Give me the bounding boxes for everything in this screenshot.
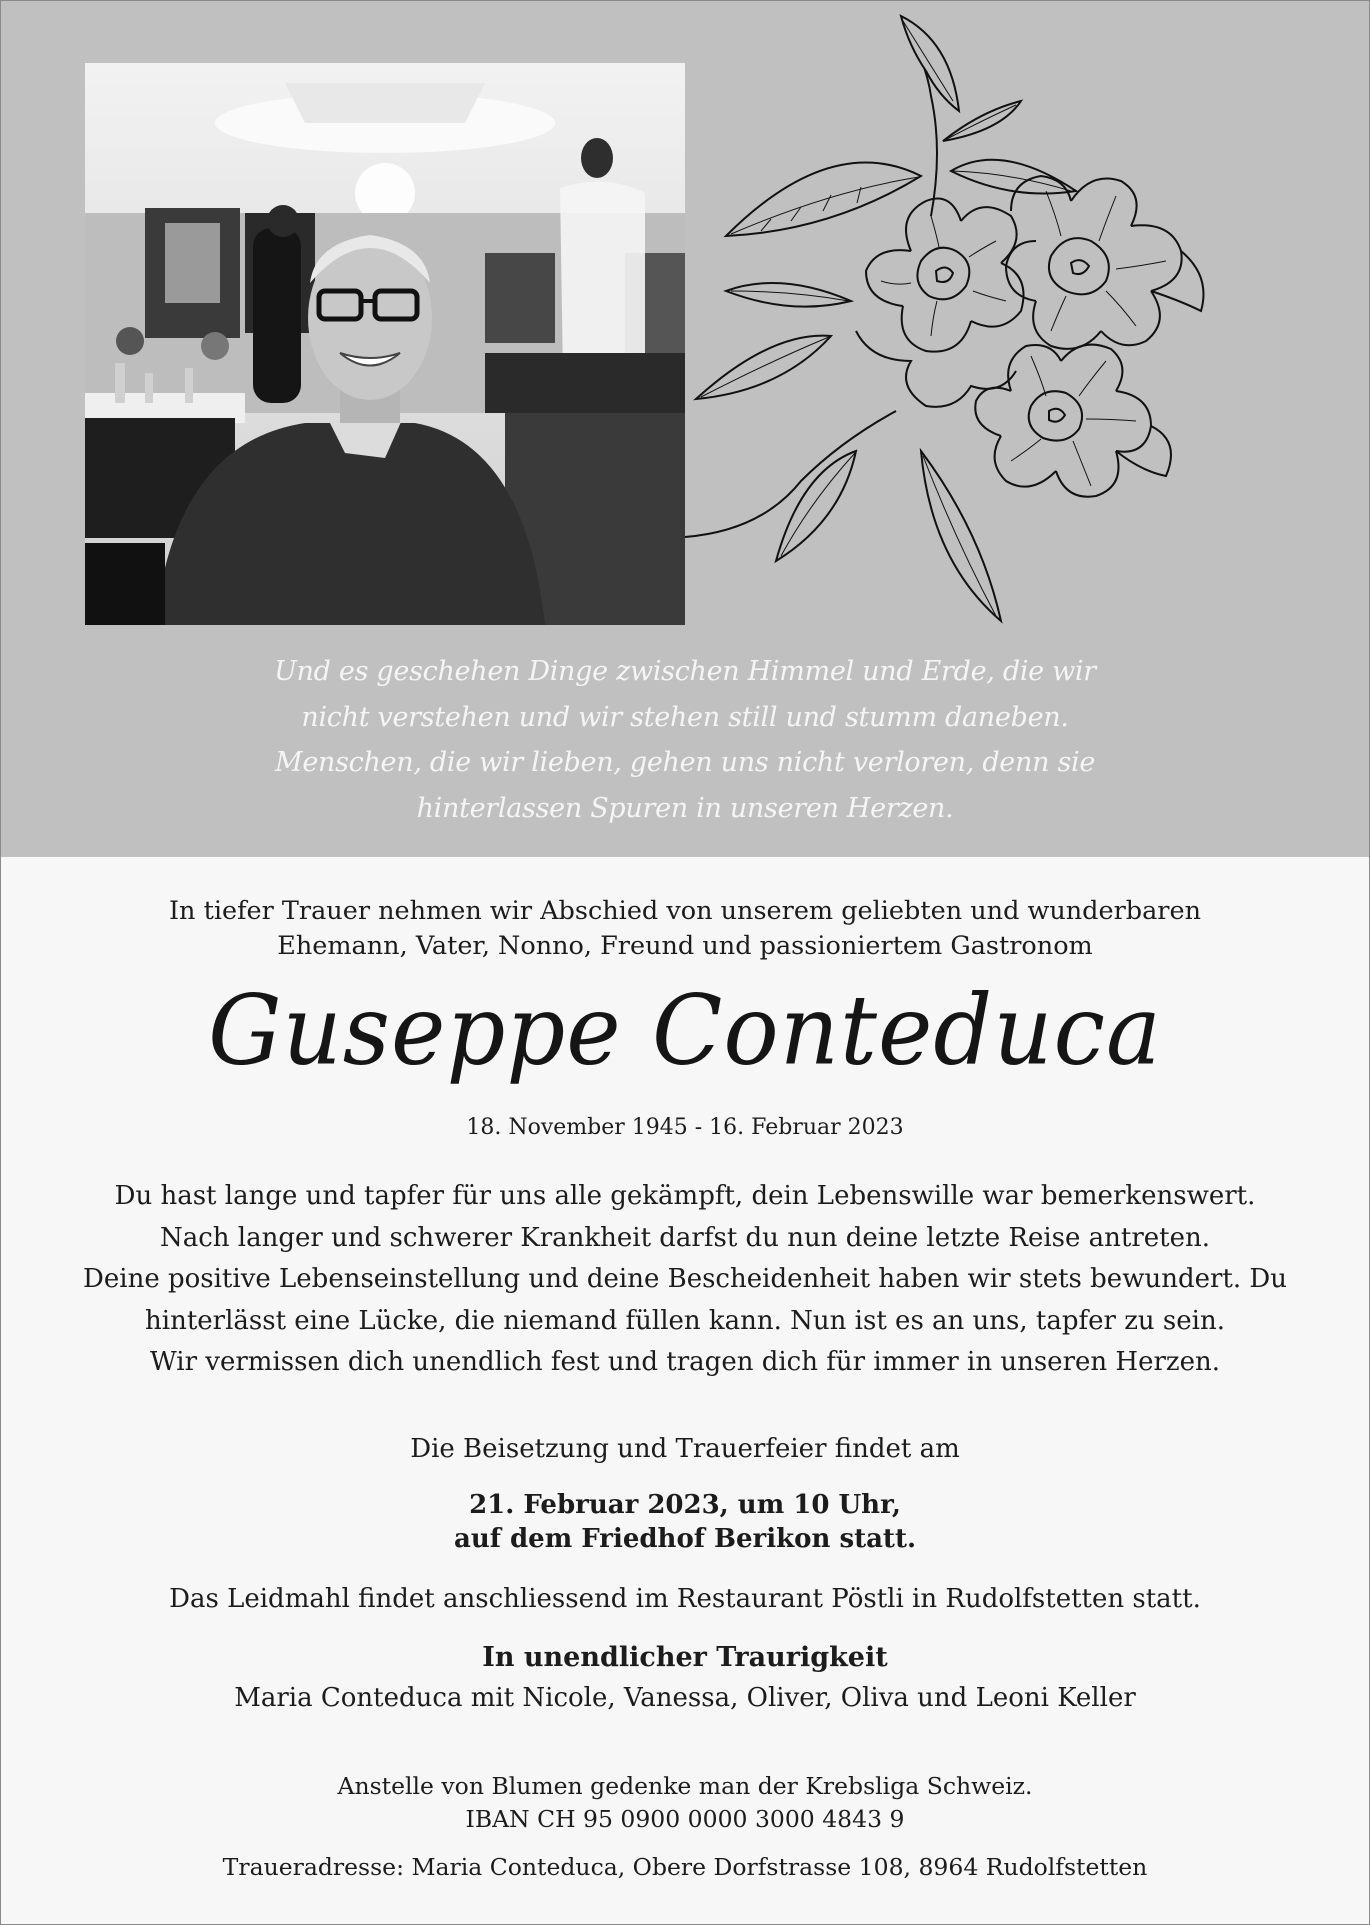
tribute-line: Du hast lange und tapfer für uns alle gekämpft, dein Lebenswille war bemerkenswert. bbox=[114, 1181, 1256, 1211]
tribute-text bbox=[1, 1176, 1369, 1384]
iban-line: IBAN CH 95 0900 0000 3000 4843 9 bbox=[465, 1805, 905, 1833]
donation-line: Anstelle von Blumen gedenke man der Krebsliga Schweiz. bbox=[337, 1772, 1033, 1800]
deceased-name: Guseppe Conteduca bbox=[208, 974, 1162, 1087]
intro-line: Ehemann, Vater, Nonno, Freund und passioniertem Gastronom bbox=[277, 931, 1093, 961]
ceremony-place: auf dem Friedhof Berikon statt. bbox=[453, 1524, 917, 1554]
quote-line: Und es geschehen Dinge zwischen Himmel und Erde, die wir bbox=[274, 656, 1096, 687]
tribute-line: Nach langer und schwerer Krankheit darfst du nun deine letzte Reise antreten. bbox=[159, 1222, 1211, 1253]
quote-text bbox=[201, 649, 1169, 831]
tribute-line: Wir vermissen dich unendlich fest und tragen dich für immer in unseren Herzen. bbox=[150, 1347, 1220, 1377]
ceremony-date-place bbox=[1, 1488, 1369, 1556]
intro-text bbox=[1, 894, 1369, 964]
signature-title: In unendlicher Traurigkeit bbox=[482, 1642, 888, 1673]
flower-illustration bbox=[681, 1, 1241, 631]
header-band bbox=[1, 1, 1369, 857]
tribute-line: Deine positive Lebenseinstellung und deine Bescheidenheit haben wir stets bewundert. Du bbox=[83, 1264, 1287, 1294]
life-dates: 18. November 1945 - 16. Februar 2023 bbox=[466, 1115, 904, 1140]
ceremony-date: 21. Februar 2023, um 10 Uhr, bbox=[469, 1490, 901, 1520]
quote-line: hinterlassen Spuren in unseren Herzen. bbox=[416, 792, 954, 824]
signature-names: Maria Conteduca mit Nicole, Vanessa, Oliver, Oliva und Leoni Keller bbox=[234, 1683, 1136, 1713]
portrait-photo bbox=[85, 63, 685, 625]
donation-notice bbox=[1, 1770, 1369, 1836]
funeral-meal-notice: Das Leidmahl findet anschliessend im Restaurant Pöstli in Rudolfstetten statt. bbox=[169, 1584, 1201, 1614]
intro-line: In tiefer Trauer nehmen wir Abschied von unserem geliebten und wunderbaren bbox=[168, 896, 1201, 926]
mourning-address: Traueradresse: Maria Conteduca, Obere Dorfstrasse 108, 8964 Rudolfstetten bbox=[222, 1853, 1148, 1881]
ceremony-notice: Die Beisetzung und Trauerfeier findet am bbox=[410, 1434, 960, 1464]
tribute-line: hinterlässt eine Lücke, die niemand füllen kann. Nun ist es an uns, tapfer zu sein. bbox=[145, 1305, 1225, 1336]
quote-line: nicht verstehen und wir stehen still und stumm daneben. bbox=[301, 701, 1069, 733]
quote-line: Menschen, die wir lieben, gehen uns nicht verloren, denn sie bbox=[274, 747, 1096, 778]
